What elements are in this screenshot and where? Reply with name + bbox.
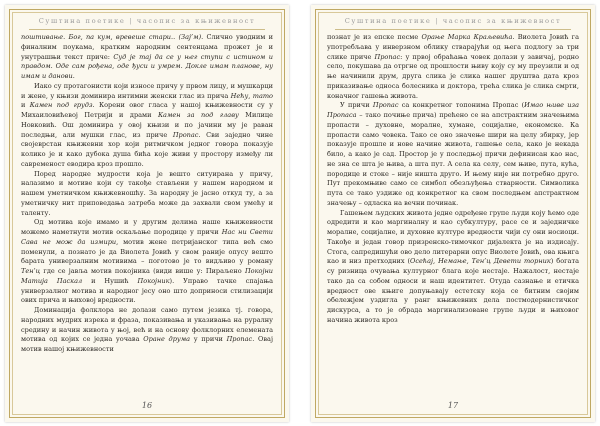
- text-run: у причи: [190, 335, 227, 344]
- text-run: Од мотива које имамо и у другим делима наше књижевности можемо наметнути мотив оскаљање породице у причи: [21, 218, 273, 236]
- paragraph: [21, 82, 273, 170]
- italic-run: Оране друма: [143, 335, 191, 344]
- page-number: 16: [141, 401, 153, 410]
- italic-run: Камен под грудз: [29, 101, 93, 110]
- text-run: . Сви заједно чине својеврстан књижевни хор који ритмичком једног говора показује колико је и како дубока душа бића које живи у простору између ли савременост еводира кроз прошло.: [21, 130, 273, 168]
- body-text: [327, 33, 579, 396]
- italic-run: Тен’ц: [21, 267, 41, 275]
- paragraph: [21, 306, 273, 355]
- page-number: 17: [447, 401, 459, 410]
- italic-run: Покојник: [137, 276, 170, 285]
- text-run: : у првој обраћања човек долази у завичај, родно село, покушава да отргне од прошлости њиву коју су му преузили и од ње начинили друм, друга слика је слика нашег друштва дата кроз приказивање односа болесника и доктора, трећа слика је слика смрти, коначног гашења живота.: [327, 52, 579, 100]
- text-run: Иако су протагонисти који износе причу у првом лицу, и мушкарци и жене, у књизи доминира интимни женски глас из прича: [21, 81, 273, 100]
- paragraph: [21, 33, 273, 82]
- paragraph: [327, 33, 579, 101]
- header-rule: [335, 29, 571, 30]
- text-run: ). Управо тачке спајања универзалног мотива и народног јесу оно што доприноси стилизацији ових прича и њиховој вредности.: [21, 276, 273, 305]
- italic-run: Нас ни Свети Сава не мож да измири: [21, 228, 273, 246]
- text-run: Милице Новковић. Ош доминира у овој књизи и по јачини му је раван последњи, али мушки глас, из приче: [21, 111, 273, 139]
- text-run: . Виолета Јовић га употребљава у инверзном облику стварајући од њега подлогу за три слике приче: [327, 33, 579, 61]
- text-run: ) богата су ризница очувања културног блага које нестаје. Нажалост, нестаје тако да са собом односи и наш идентитет. Отуда сазнање и етичка вредност ове књиге допуњавају естетску која се битним својим обележјем уздигла у ранг књижевних дела постмодернистичког дискурса, а то је обрада маргинализоване групе људи и њиховог начина живота кроз: [327, 257, 579, 324]
- italic-run: Осећај, Немање, Тен’ц Девети торник: [410, 257, 551, 266]
- italic-run: Пропас: [226, 335, 253, 344]
- italic-run: Пропас: [372, 101, 399, 110]
- italic-run: Камен за под главу: [157, 111, 239, 119]
- right-page: [311, 5, 595, 422]
- paragraph: [21, 218, 273, 306]
- italic-run: Нећу, тато: [230, 91, 273, 100]
- header-rule: [29, 29, 265, 30]
- text-run: . Овај мотив нашој књижевности: [21, 335, 273, 353]
- paragraph: [21, 170, 273, 219]
- text-run: Слично уводним и финалним поукама, кратким народним сентенцама прожет је и унутрашњи текст приче:: [21, 33, 273, 61]
- text-run: Доминација фолклора не долази само путем језика тј. говора, народних мудрих изрека и фраза, показивања и указивања на руралну средину и начин живота у њој, већ и на основу фолклорних елемената мотива од којих се једна уочава: [21, 306, 273, 344]
- text-run: – тако почиње прича) прећено се на апстрактним значењима пропасти – духовне, моралне, хумане, социјалне, економске. Ка пропасти само човека. Тако се оно значење шири на целу збирку, јер показује прошле и нове начине живота, гашење села, како је некада било, а како је сад. Простор је у последњој причи дефинисан као нас, не зна се шта је њива, а шта пут. А села ка селу, сем њиве, пута, кућа, породице и стоке – није ништа друго. И њему није ни потребно друго. Пут прекомњиве само се симбол обезљуђења стварности. Символика пута се тако уздиже од конкретног ка свом последњем апстрактном значењу – одласка на вечни починак.: [327, 111, 579, 207]
- italic-run: Пропас: [172, 130, 199, 139]
- paragraph: [327, 101, 579, 208]
- italic-run: Орање Марка Краљевића: [421, 33, 513, 41]
- text-run: и: [21, 101, 30, 110]
- body-text: [21, 33, 273, 396]
- paragraph: [327, 209, 579, 326]
- italic-run: поштивање. Бог, па кум, вревеше стари.. (Зај’м).: [21, 33, 207, 41]
- italic-run: Пропас: [374, 52, 401, 61]
- text-run: где се јавља мотив покојника (види више у: Пирaљено: [40, 267, 245, 275]
- text-run: , мотив жене петријанског типа већ смо поменули, а познато је да Виолета Јовић у свом раније опусу вешто барата универзалним мотивима – поготово је то видљиво у роману: [21, 237, 273, 266]
- italic-run: Покојни Матија Паскал: [21, 267, 273, 285]
- text-run: познат је из епске песме: [327, 33, 422, 41]
- text-run: Поред народне мудрости која је вешто ситуирана у причу, налазимо и мотиве који су такође стављени у нашем народном и нашем уметничком књижевношћу. За народну је јасно откуд ту, а за уметничку нит приповедања затреба може да захвали свом умећу и таленту.: [21, 169, 273, 217]
- text-run: . Корени овог гласа у нашој књижевности су у Михаиловићевој Петрији и драми: [21, 101, 273, 119]
- text-run: Гашењем људских живота једне одређене групе људи коју ћемо оде одредити и као маргиналну и као субкултуру, расе се и заједничке моралне, социјалне, и духовне културе вредности чији су они носиоци. Такође и један говор призренско-тимочког дијалекта је на издисају. Стога, сапредишући ово дело литерарни опус Виолете Јовић, ова књига као и низ претходних (: [327, 208, 579, 266]
- running-header: Суштина поетике | часопис за књижевност: [38, 17, 256, 25]
- text-run: и Нушић: [82, 276, 138, 285]
- italic-run: Имао њиве иза Пропаса: [327, 101, 579, 119]
- text-run: У причи: [340, 101, 373, 110]
- italic-run: Суд је тај да се у њег ступи с истином и правдом. Оде сам рођена, оде ђуси и умрем. Докле имам планове, ну имам и данови.: [21, 52, 273, 80]
- text-run: са конкретног топонима Пропас (: [398, 101, 525, 110]
- left-page: [5, 5, 289, 422]
- running-header: Суштина поетике | часопис за књижевност: [344, 17, 562, 25]
